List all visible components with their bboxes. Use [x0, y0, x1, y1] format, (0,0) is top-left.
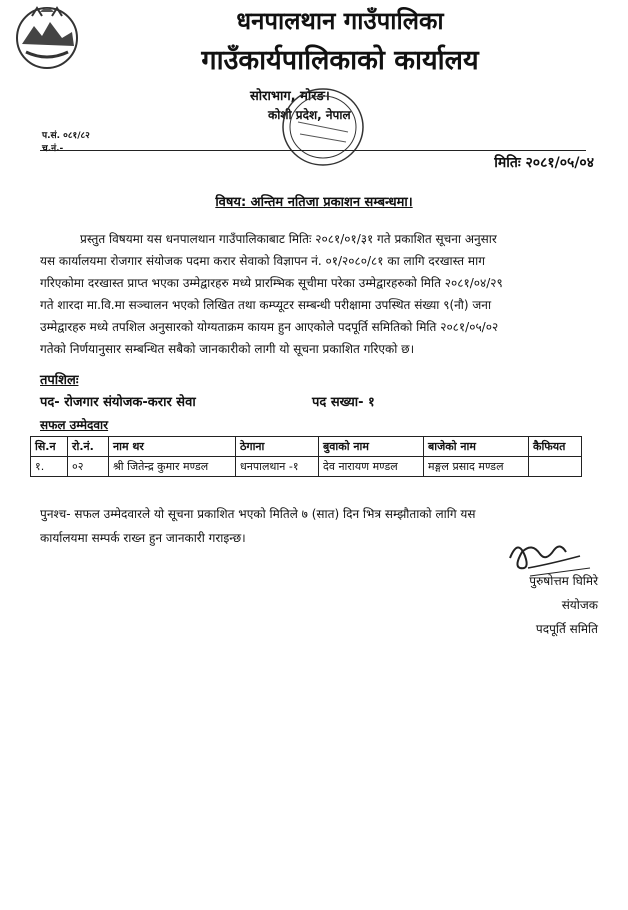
- subject-line: [0, 192, 628, 210]
- note-line: कार्यालयमा सम्पर्क राख्न हुन जानकारी गराइन्छ।: [40, 531, 246, 545]
- signatory-committee: पदपूर्ति समिति: [535, 622, 598, 636]
- col-grandfather-name: बाजेको नाम: [424, 437, 529, 457]
- note-line: पुनश्च- सफल उम्मेदवारले यो सूचना प्रकाशित भएको मितिले ७ (सात) दिन भित्र सम्झौताको लागि यस: [40, 507, 476, 521]
- body-line: यस कार्यालयमा रोजगार संयोजक पदमा करार सेवाको विज्ञापन नं. ०१/२०८०/८१ का लागि दरखास्त माग: [40, 254, 485, 268]
- cell-grandfather-name: मङ्गल प्रसाद मण्डल: [424, 457, 529, 477]
- body-line: गरिएकोमा दरखास्त प्राप्त भएका उम्मेद्वारहरु मध्ये प्रारम्भिक सूचीमा परेका उम्मेद्वारहरुको मिति २०८१/०४/२९: [40, 276, 503, 290]
- col-serial: सि.न: [31, 437, 68, 457]
- notice-body: [40, 228, 588, 360]
- body-line: प्रस्तुत विषयमा यस धनपालथान गाउँपालिकाबाट मितिः २०८१/०१/३१ गते प्रकाशित सूचना अनुसार: [80, 232, 497, 246]
- body-line: गतेको निर्णयानुसार सम्बन्धित सबैको जानकारीको लागी यो सूचना प्रकाशित गरिएको छ।: [40, 342, 415, 356]
- notice-date: मितिः २०८१/०५/०४: [494, 155, 594, 171]
- results-table: [30, 436, 582, 477]
- office-seal-stamp: [268, 82, 368, 172]
- body-line: उम्मेद्वारहरु मध्ये तपशिल अनुसारको योग्यताक्रम कायम हुन आएकोले पदपूर्ति समितिको मिति २०८१/०५/०२: [40, 320, 499, 334]
- cell-serial: १.: [31, 457, 68, 477]
- reference-number: प.सं. ०८१/८२: [42, 131, 90, 141]
- col-address: ठेगाना: [236, 437, 319, 457]
- body-line: गते शारदा मा.वि.मा सञ्चालन भएको लिखित तथा कम्प्यूटर सम्बन्धी परीक्षामा उपस्थित संख्या ९(नौ) जना: [40, 298, 492, 312]
- header-divider: [40, 150, 586, 151]
- col-remarks: कैफियत: [529, 437, 582, 457]
- col-father-name: बुवाको नाम: [319, 437, 424, 457]
- signatory-role: संयोजक: [561, 598, 598, 612]
- office-name: गाउँकार्यपालिकाको कार्यालय: [201, 45, 479, 76]
- table-header-row: [31, 437, 582, 457]
- successful-candidates-heading: सफल उम्मेदवार: [40, 418, 109, 432]
- office-province: कोशी प्रदेश, नेपाल: [268, 108, 351, 122]
- cell-father-name: देव नारायण मण्डल: [319, 457, 424, 477]
- post-title: पद- रोजगार संयोजक-करार सेवा: [40, 395, 196, 410]
- subject-text: विषय: अन्तिम नतिजा प्रकाशन सम्बन्धमा।: [215, 195, 413, 210]
- cell-remarks: [529, 457, 582, 477]
- cell-address: धनपालथान -१: [236, 457, 319, 477]
- col-roll-number: रो.नं.: [68, 437, 109, 457]
- cell-roll-number: ०२: [68, 457, 109, 477]
- col-name: नाम थर: [109, 437, 236, 457]
- government-emblem: [12, 2, 82, 72]
- cell-name: श्री जितेन्द्र कुमार मण्डल: [109, 457, 236, 477]
- dispatch-number: च.नं.-: [42, 144, 64, 154]
- details-heading: तपशिलः: [40, 373, 79, 388]
- post-count: पद सख्या- १: [312, 395, 375, 410]
- signatory-name: पुरुषोत्तम घिमिरे: [529, 574, 598, 588]
- municipality-name: धनपालथान गाउँपालिका: [236, 7, 444, 35]
- office-address: सोराभाग, मोरङ।: [250, 89, 330, 104]
- table-row: [31, 457, 582, 477]
